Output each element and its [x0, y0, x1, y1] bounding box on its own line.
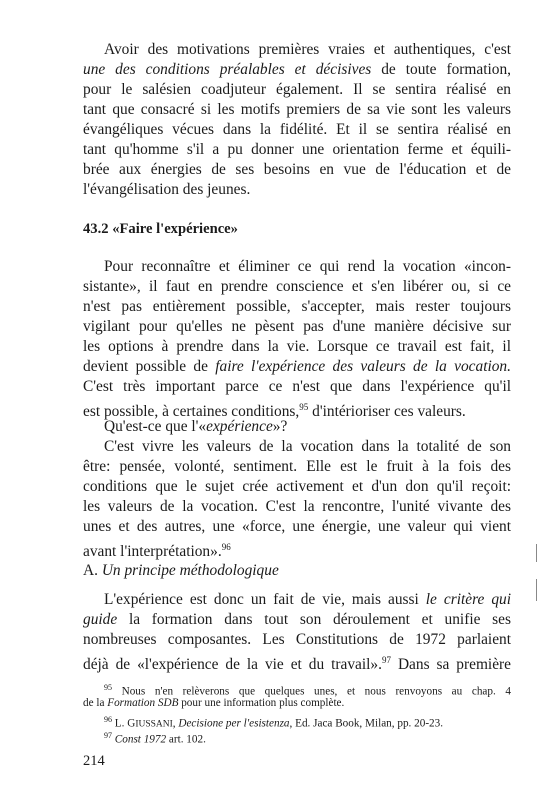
text-line: les valeurs de la vocation. C'est la rencontre, l'unité vivante des [83, 498, 511, 515]
text-line: une des conditions préalables et décisives de toute formation, [83, 61, 511, 78]
text-line: n'est pas entièrement possible, s'accepter, mais rester toujours [83, 298, 511, 315]
page-number: 214 [83, 753, 105, 769]
text-line: être: pensée, volonté, sentiment. Elle est le fruit à la fois des [83, 458, 511, 475]
text-line: C'est très important parce ce n'est que dans l'expérience qu'il [83, 378, 511, 395]
text-line: les options à prendre dans la vie. Lorsque ce travail est fait, il [83, 338, 511, 355]
text-line: Pour reconnaître et éliminer ce qui rend la vocation «incon- [104, 258, 511, 275]
text-line: devient possible de faire l'expérience des valeurs de la vocation. [83, 358, 511, 375]
text-line: C'est vivre les valeurs de la vocation dans la totalité de son [104, 438, 511, 455]
footnote-line: de la Formation SDB pour une information plus complète. [83, 697, 345, 709]
margin-mark [536, 579, 537, 601]
footnote-line: $^{95}$ Nous n'en relèverons que quelques unes, et nous renvoyons au chap. 4 [104, 683, 511, 698]
footnote-line: $^{97}$ Const 1972 art. 102. [104, 731, 206, 746]
section-heading: A. Un principe méthodologique [83, 562, 279, 579]
text-line: Avoir des motivations premières vraies et authentiques, c'est [104, 41, 511, 58]
text-line: avant l'interprétation».$^{96}$ [83, 542, 231, 561]
text-line: vigilant pour qu'elles ne pèsent pas d'une manière décisive sur [83, 318, 511, 335]
text-line: L'expérience est donc un fait de vie, mais aussi le critère qui [104, 591, 511, 608]
text-line: évangéliques vécues dans la fidélité. Et il se sentira réalisé en [83, 121, 511, 138]
text-line: déjà de «l'expérience de la vie et du travail».$^{97}$ Dans sa première [83, 655, 511, 674]
text-line: est possible, à certaines conditions,$^{95}$ d'intérioriser ces valeurs. [83, 402, 466, 421]
text-line: sistante», il faut en prendre conscience et s'en libérer ou, si ce [83, 278, 511, 295]
margin-mark [536, 544, 537, 562]
text-line: l'évangélisation des jeunes. [83, 181, 251, 198]
text-line: tant que consacré si les motifs premiers de sa vie sont les valeurs [83, 101, 511, 118]
text-line: pour le salésien coadjuteur également. Il se sentira réalisé en [83, 81, 511, 98]
text-line: nombreuses composantes. Les Constitutions de 1972 parlaient [83, 631, 511, 648]
section-heading: 43.2 «Faire l'expérience» [83, 221, 238, 237]
text-line: tant qu'homme s'il a pu donner une orientation ferme et équili- [83, 141, 511, 158]
footnote-line: $^{96}$ L. GIUSSANI, Decisione per l'esistenza, Ed. Jaca Book, Milan, pp. 20-23. [104, 715, 444, 730]
text-line: guide la formation dans tout son déroulement et unifie ses [83, 611, 511, 628]
text-line: conditions que le sujet crée activement et d'un don qu'il reçoit: [83, 478, 511, 495]
text-line: Qu'est-ce que l'«expérience»? [104, 418, 288, 435]
text-line: unes et des autres, une «force, une énergie, une valeur qui vient [83, 518, 511, 535]
text-line: brée aux énergies de ses besoins en vue de l'éducation et de [83, 161, 511, 178]
